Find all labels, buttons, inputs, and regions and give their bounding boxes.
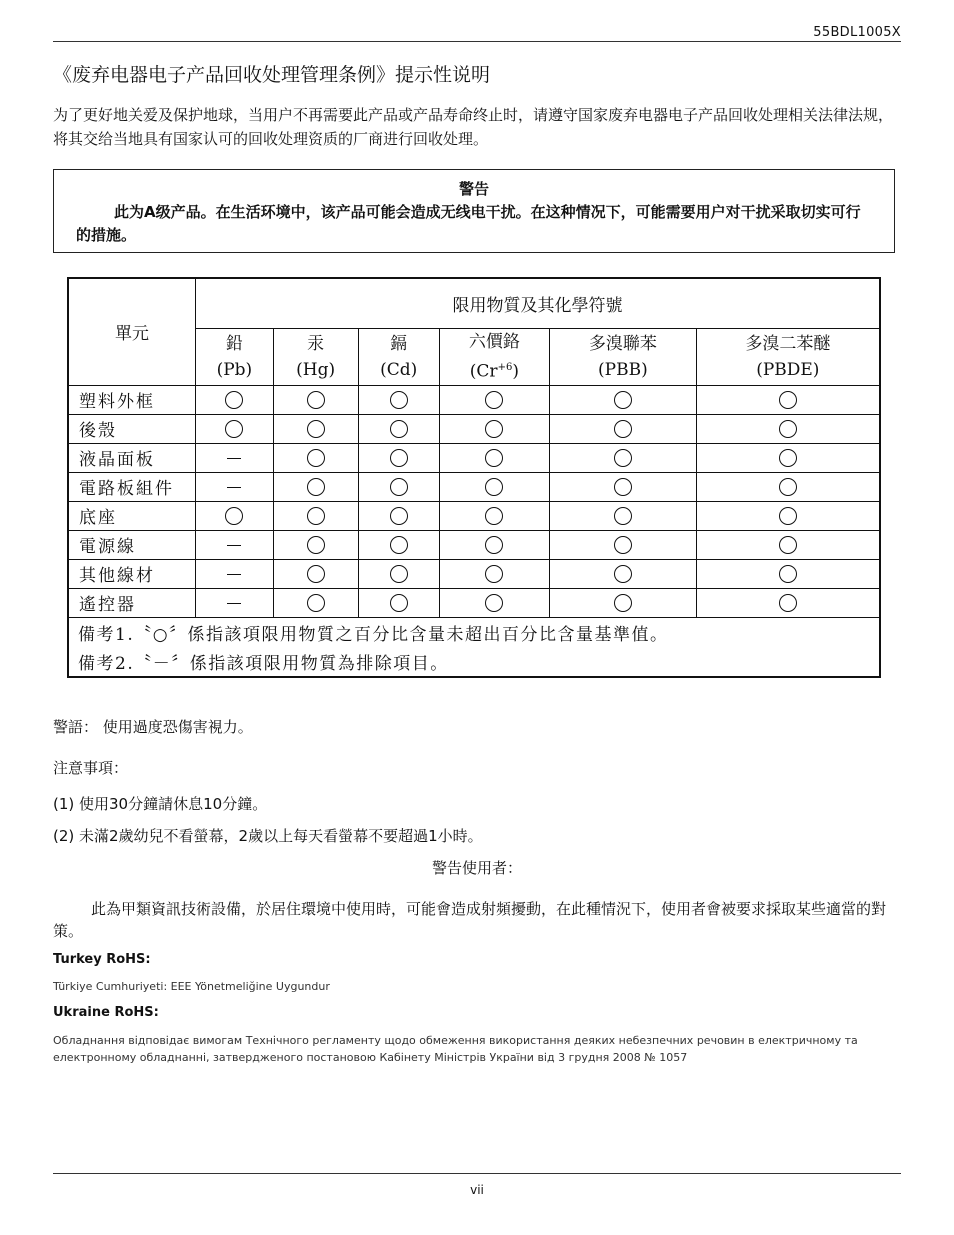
- table-row: [68, 385, 880, 414]
- circle-mark: [485, 420, 503, 438]
- substance-symbol-text: (Pb): [216, 359, 253, 380]
- circle-mark: [307, 391, 325, 409]
- substance-name: 汞: [307, 333, 325, 354]
- substance-cell: [358, 530, 439, 559]
- substance-cell: [273, 472, 358, 501]
- substance-cell: [273, 530, 358, 559]
- substance-symbol-close: ): [512, 361, 519, 382]
- header-rule: [53, 41, 901, 42]
- substance-cell: [358, 588, 439, 617]
- table-row: [68, 443, 880, 472]
- substance-cell: [550, 501, 697, 530]
- component-name: 遙控器: [68, 588, 196, 617]
- substance-cell: [358, 414, 439, 443]
- circle-mark: [614, 536, 632, 554]
- circle-mark: [390, 478, 408, 496]
- substance-cell: [550, 385, 697, 414]
- substance-cell: [439, 414, 549, 443]
- dash-mark: [227, 545, 241, 546]
- tw-eye-warning: 警語： 使用過度恐傷害視力。: [53, 718, 253, 736]
- substance-cell: [196, 472, 274, 501]
- ukraine-rohs-heading: Ukraine RoHS:: [53, 1005, 159, 1020]
- substance-cell: [196, 443, 274, 472]
- substance-cell: [696, 472, 880, 501]
- substance-cell: [550, 472, 697, 501]
- substance-cell: [196, 385, 274, 414]
- component-name: 底座: [68, 501, 196, 530]
- substance-column-header: [439, 329, 549, 386]
- circle-mark: [307, 536, 325, 554]
- substance-cell: [273, 443, 358, 472]
- component-name: 後殼: [68, 414, 196, 443]
- circle-mark: [614, 594, 632, 612]
- circle-mark: [779, 420, 797, 438]
- substance-cell: [196, 559, 274, 588]
- dash-mark: [227, 574, 241, 575]
- substance-cell: [196, 414, 274, 443]
- substance-cell: [273, 588, 358, 617]
- circle-mark: [390, 449, 408, 467]
- substance-cell: [550, 588, 697, 617]
- substance-cell: [358, 443, 439, 472]
- table-row: [68, 559, 880, 588]
- component-name: 液晶面板: [68, 443, 196, 472]
- circle-mark: [614, 420, 632, 438]
- circle-mark: [390, 507, 408, 525]
- substance-cell: [358, 559, 439, 588]
- substance-symbol-text: (Cd): [380, 359, 418, 380]
- substance-cell: [696, 385, 880, 414]
- substance-symbol: [274, 357, 358, 383]
- circle-mark: [485, 478, 503, 496]
- circle-mark: [225, 507, 243, 525]
- circle-mark: [390, 565, 408, 583]
- substance-cell: [358, 472, 439, 501]
- substance-symbol-text: (Cr: [469, 361, 498, 382]
- substance-cell: [696, 559, 880, 588]
- circle-mark: [307, 565, 325, 583]
- substance-symbol-text: (PBB): [598, 359, 648, 380]
- warning-box: [53, 169, 895, 253]
- substance-cell: [196, 530, 274, 559]
- component-name: 電路板組件: [68, 472, 196, 501]
- table-row: [68, 530, 880, 559]
- turkey-rohs-text: Türkiye Cumhuriyeti: EEE Yönetmeliğine Uygundur: [53, 980, 330, 993]
- footer-rule: [53, 1173, 901, 1174]
- dash-mark: [227, 603, 241, 604]
- circle-mark: [307, 507, 325, 525]
- substance-cell: [273, 414, 358, 443]
- circle-mark: [485, 449, 503, 467]
- substance-symbol: [697, 357, 879, 383]
- substance-name: 多溴聯苯: [588, 333, 657, 354]
- circle-mark: [485, 507, 503, 525]
- substance-cell: [439, 559, 549, 588]
- table-note-row: [68, 617, 880, 647]
- circle-mark: [614, 565, 632, 583]
- table-note: 備考1.〝○〞係指該項限用物質之百分比含量未超出百分比含量基準值。: [68, 617, 880, 647]
- substance-cell: [550, 414, 697, 443]
- substance-name: 六價鉻: [468, 332, 520, 352]
- substance-cell: [696, 443, 880, 472]
- substance-name: 多溴二苯醚: [745, 333, 831, 354]
- circle-mark: [225, 420, 243, 438]
- page-number: vii: [470, 1183, 484, 1197]
- circle-mark: [614, 478, 632, 496]
- circle-mark: [390, 420, 408, 438]
- circle-mark: [485, 536, 503, 554]
- dash-mark: [227, 487, 241, 488]
- substance-cell: [358, 385, 439, 414]
- table-row: [68, 588, 880, 617]
- circle-mark: [779, 391, 797, 409]
- dash-mark: [227, 458, 241, 459]
- table-note-row: [68, 647, 880, 677]
- circle-mark: [779, 594, 797, 612]
- substance-cell: [550, 559, 697, 588]
- circle-mark: [390, 594, 408, 612]
- substance-cell: [439, 588, 549, 617]
- substance-cell: [439, 501, 549, 530]
- substance-name: 鉛: [225, 333, 243, 354]
- substance-cell: [439, 472, 549, 501]
- substance-cell: [273, 385, 358, 414]
- tw-notice-item-2: (2) 未滿2歲幼兒不看螢幕，2歲以上每天看螢幕不要超過1小時。: [53, 827, 483, 845]
- table-row: [68, 414, 880, 443]
- substance-cell: [273, 501, 358, 530]
- circle-mark: [390, 391, 408, 409]
- circle-mark: [307, 449, 325, 467]
- substance-cell: [550, 443, 697, 472]
- substance-cell: [439, 443, 549, 472]
- substance-cell: [439, 385, 549, 414]
- tw-notice-item-1: (1) 使用30分鐘請休息10分鐘。: [53, 795, 268, 813]
- table-row: [68, 472, 880, 501]
- turkey-rohs-heading: Turkey RoHS:: [53, 952, 151, 967]
- substance-symbol-text: (PBDE): [756, 359, 820, 380]
- substance-symbol-superscript: +6: [497, 362, 513, 373]
- circle-mark: [779, 449, 797, 467]
- substance-cell: [696, 530, 880, 559]
- substance-symbol: [196, 357, 273, 383]
- circle-mark: [485, 391, 503, 409]
- model-number: 55BDL1005X: [813, 25, 901, 40]
- circle-mark: [779, 478, 797, 496]
- substance-symbol: [550, 357, 696, 383]
- circle-mark: [779, 565, 797, 583]
- substance-cell: [696, 588, 880, 617]
- substance-group-header: 限用物質及其化學符號: [196, 278, 881, 329]
- substance-column-header: [196, 329, 274, 386]
- circle-mark: [485, 594, 503, 612]
- substance-cell: [196, 588, 274, 617]
- substance-symbol-text: (Hg): [296, 359, 336, 380]
- substance-cell: [196, 501, 274, 530]
- circle-mark: [779, 507, 797, 525]
- substance-column-header: [550, 329, 697, 386]
- circle-mark: [779, 536, 797, 554]
- substance-column-header: [696, 329, 880, 386]
- intro-paragraph: 为了更好地关爱及保护地球，当用户不再需要此产品或产品寿命终止时，请遵守国家废弃电器电子产品回收处理相关法律法规，将其交给当地具有国家认可的回收处理资质的厂商进行回收处理。: [53, 106, 894, 148]
- substance-cell: [696, 501, 880, 530]
- tw-user-warning-body: 此為甲類資訊技術設備，於居住環境中使用時，可能會造成射頻擾動，在此種情況下，使用者會被要求採取某些適當的對策。: [53, 900, 887, 940]
- substance-cell: [696, 414, 880, 443]
- circle-mark: [307, 594, 325, 612]
- substance-column-header: [273, 329, 358, 386]
- table-row: [68, 501, 880, 530]
- substance-cell: [439, 530, 549, 559]
- component-name: 電源線: [68, 530, 196, 559]
- circle-mark: [390, 536, 408, 554]
- tw-user-warning-heading: 警告使用者：: [431, 859, 522, 877]
- component-name: 其他線材: [68, 559, 196, 588]
- substance-column-header: [358, 329, 439, 386]
- table-note: 備考2.〝－〞係指該項限用物質為排除項目。: [68, 647, 880, 677]
- substance-cell: [273, 559, 358, 588]
- unit-header: 單元: [68, 278, 196, 385]
- circle-mark: [485, 565, 503, 583]
- substance-cell: [358, 501, 439, 530]
- tw-notice-heading: 注意事項：: [53, 759, 129, 777]
- substance-symbol: [440, 355, 549, 385]
- circle-mark: [225, 391, 243, 409]
- circle-mark: [307, 478, 325, 496]
- substance-symbol: [359, 357, 439, 383]
- substance-cell: [550, 530, 697, 559]
- circle-mark: [307, 420, 325, 438]
- hazardous-substances-table: [67, 277, 881, 678]
- circle-mark: [614, 507, 632, 525]
- substance-name: 鎘: [390, 333, 408, 354]
- circle-mark: [614, 449, 632, 467]
- component-name: 塑料外框: [68, 385, 196, 414]
- ukraine-rohs-text: Обладнання відповідає вимогам Технічного регламенту щодо обмеження використання деяких небезпечних речовин в електричному та електронному обладнанні, затвердженого постановою Кабінету Міністрів України від 3 грудня 2008 № 1057: [53, 1034, 858, 1064]
- circle-mark: [614, 391, 632, 409]
- warning-body: 此为A级产品。在生活环境中，该产品可能会造成无线电干扰。在这种情况下，可能需要用户对干扰采取切实可行的措施。: [76, 203, 861, 244]
- page-title: 《废弃电器电子产品回收处理管理条例》提示性说明: [53, 64, 491, 86]
- warning-heading: 警告: [458, 180, 489, 198]
